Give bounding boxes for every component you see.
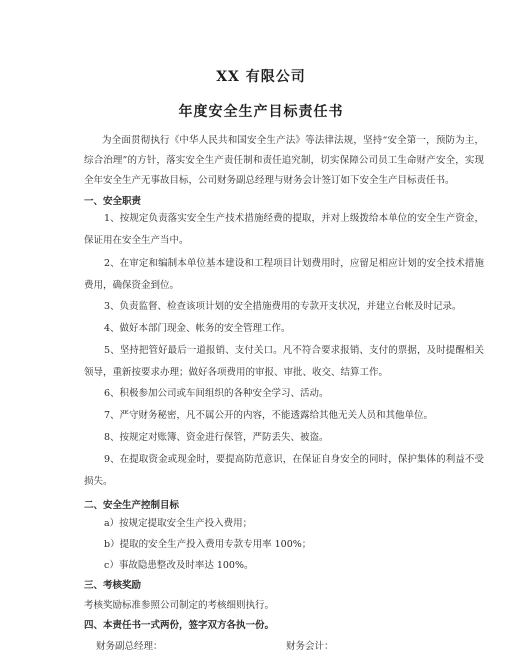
section-heading-reward: 三、考核奖励 [84, 580, 142, 591]
duty-item-8: 8、按规定对账簿、资金进行保管，严防丢失、被盗。 [104, 432, 329, 443]
reward-text: 考核奖励标准参照公司制定的考核细则执行。 [84, 600, 275, 611]
duty-item-2: 2、在审定和编制本单位基本建设和工程项目计划费用时，应留足相应计划的安全技术措施费用，确保资金到位。 [84, 258, 484, 291]
signature-finance-vp: 财务副总经理： [96, 641, 163, 652]
section-heading-duties: 一、安全职责 [84, 196, 142, 207]
duty-item-4: 4、做好本部门现金、帐务的安全管理工作。 [104, 323, 291, 334]
company-name: XX 有限公司 [216, 69, 306, 85]
duty-item-7: 7、严守财务秘密，凡不属公开的内容，不能透露给其他无关人员和其他单位。 [104, 410, 434, 421]
intro-paragraph: 为全面贯彻执行《中华人民共和国安全生产法》等法律法规，坚持“安全第一，预防为主，综合治理”的方针，落实安全生产责任制和责任追究制，切实保障公司员工生命财产安全，实现全年安全生产无事故目标，公司财务副总经理与财务会计签订如下安全生产目标责任书。 [84, 135, 484, 186]
target-item-b: b）提取的安全生产投入费用专款专用率 100%； [104, 539, 312, 550]
duty-item-9: 9、在提取资金或现金时，要提高防范意识，在保证自身安全的同时，保护集体的利益不受损失。 [84, 454, 484, 487]
duty-item-5: 5、坚持把管好最后一道报销、支付关口。凡不符合要求报销、支付的票据，及时提醒相关领导，重新按要求办理；做好各项费用的审报、审批、收交、结算工作。 [84, 345, 484, 378]
signature-accountant: 财务会计： [286, 641, 334, 652]
duty-item-3: 3、负责监督、检查该项计划的安全措施费用的专款开支状况，并建立台帐及时记录。 [104, 301, 462, 312]
target-item-a: a）按规定提取安全生产投入费用； [104, 518, 253, 529]
document-title: 年度安全生产目标责任书 [178, 104, 344, 120]
target-item-c: c）事故隐患整改及时率达 100%。 [104, 560, 254, 571]
duty-item-1: 1、按规定负责落实安全生产技术措施经费的提取，并对上级拨给本单位的安全生产资金，保证用在安全生产当中。 [84, 213, 484, 246]
section-heading-targets: 二、安全生产控制目标 [84, 500, 180, 511]
section-heading-copies: 四、本责任书一式两份，签字双方各执一份。 [84, 620, 275, 631]
duty-item-6: 6、积极参加公司或车间组织的各种安全学习、活动。 [104, 388, 329, 399]
